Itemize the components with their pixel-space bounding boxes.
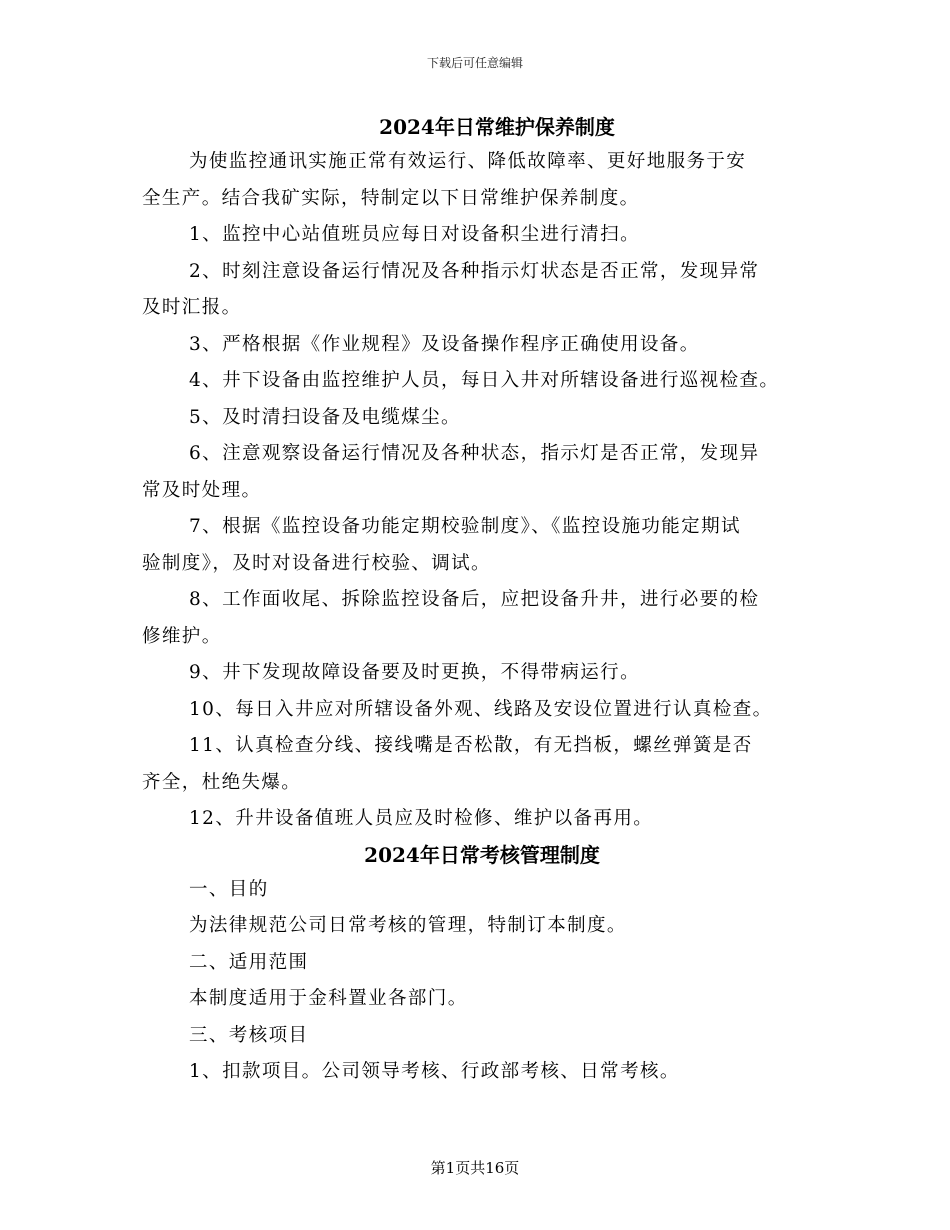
section1-line: 全生产。结合我矿实际，特制定以下日常维护保养制度。: [142, 187, 640, 209]
section2-line: 三、考核项目: [189, 1024, 309, 1046]
section1-line: 3、严格根据《作业规程》及设备操作程序正确使用设备。: [189, 333, 700, 355]
page-footer: 第1页共16页: [430, 1159, 520, 1177]
section1-line: 5、及时清扫设备及电缆煤尘。: [189, 406, 461, 428]
section2-line: 为法律规范公司日常考核的管理，特制订本制度。: [189, 915, 627, 936]
document-body: [142, 110, 822, 1091]
section1-line: 7、根据《监控设备功能定期校验制度》、《监控设施功能定期试: [189, 516, 741, 537]
section1-title: 2024年日常维护保养制度: [379, 115, 615, 139]
section1-line: 9、井下发现故障设备要及时更换，不得带病运行。: [189, 662, 640, 683]
section1-line: 验制度》，及时对设备进行校验、调试。: [142, 552, 491, 574]
section1-line: 为使监控通讯实施正常有效运行、降低故障率、更好地服务于安: [189, 151, 747, 172]
section2-title: 2024年日常考核管理制度: [364, 842, 600, 867]
section1-line: 常及时处理。: [142, 479, 262, 501]
section2-line: 一、目的: [189, 878, 269, 900]
section1-line: 齐全，杜绝失爆。: [142, 771, 302, 793]
section1-line: 8、工作面收尾、拆除监控设备后，应把设备升井，进行必要的检: [189, 589, 760, 610]
section2-line: 二、适用范围: [189, 951, 309, 973]
section1-line: 2、时刻注意设备运行情况及各种指示灯状态是否正常，发现异常: [189, 260, 760, 282]
section2-line: 1、扣款项目。公司领导考核、行政部考核、日常考核。: [189, 1061, 680, 1082]
section1-line: 1、监控中心站值班员应每日对设备积尘进行清扫。: [189, 224, 640, 245]
header-note: 下载后可任意编辑: [426, 56, 523, 70]
section1-line: 12、升井设备值班人员应及时检修、维护以备再用。: [189, 808, 654, 829]
section1-line: 6、注意观察设备运行情况及各种状态，指示灯是否正常，发现异: [189, 443, 760, 464]
section1-line: 及时汇报。: [142, 297, 242, 318]
section1-line: 修维护。: [142, 625, 222, 647]
section1-line: 4、井下设备由监控维护人员，每日入井对所辖设备进行巡视检查。: [189, 370, 780, 391]
section1-line: 11、认真检查分线、接线嘴是否松散，有无挡板，螺丝弹簧是否: [189, 735, 753, 756]
section2-line: 本制度适用于金科置业各部门。: [189, 988, 468, 1009]
section1-line: 10、每日入井应对所辖设备外观、线路及安设位置进行认真检查。: [189, 698, 773, 720]
